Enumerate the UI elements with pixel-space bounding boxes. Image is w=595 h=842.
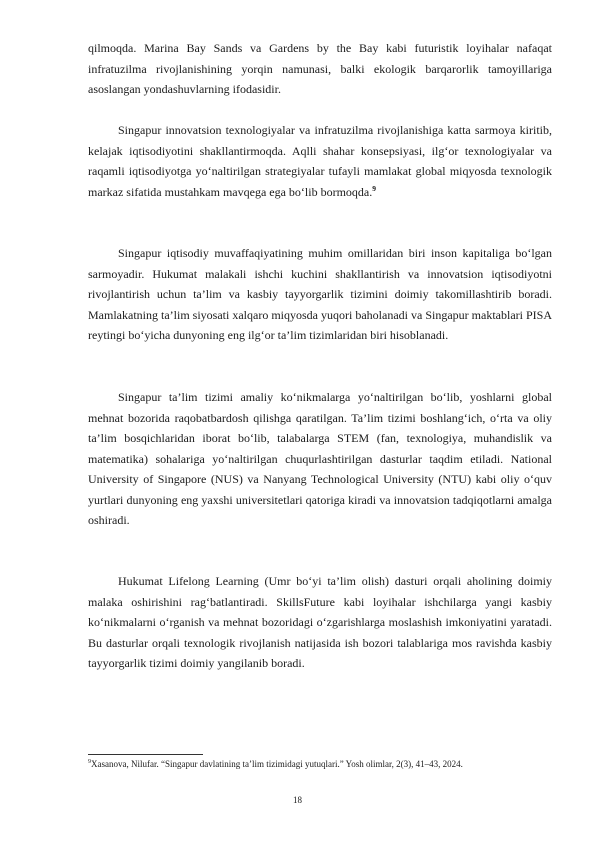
paragraph-2: Singapur innovatsion texnologiyalar va infratuzilma rivojlanishiga katta sarmoya kiritib, kelajak iqtisodiyotini shakllantirmoqda. Aqlli shahar konsepsiyasi, ilg‘or texnologiyalar va raqamli iqtisodiyotga yo‘naltirilgan strategiyalar tufayli mamlakat global miqyosda texnologik markaz sifatida mustahkam mavqega ega bo‘lib bormoqda.$^9$ bbox=[88, 123, 552, 199]
footnote-number: 9 bbox=[88, 759, 91, 765]
page-number: 18 bbox=[293, 795, 302, 805]
paragraph-4: Singapur ta’lim tizimi amaliy ko‘nikmalarga yo‘naltirilgan bo‘lib, yoshlarni global mehnat bozorida raqobatbardosh qilishga qaratilgan. Ta’lim tizimi boshlang‘ich, o‘rta va oliy ta’lim bosqichlaridan iborat bo‘lib, talabalarga STEM (fan, texnologiya, muhandislik va matematika) sohalariga yo‘naltirilgan chuqurlashtirilgan dasturlar taqdim etiladi. National University of Singapore (NUS) va Nanyang Technological University (NTU) kabi oliy o‘quv yurtlari dunyoning eng yaxshi universitetlari qatoriga kiradi va innovatsion tadqiqotlarni amalga oshiradi. bbox=[88, 390, 552, 527]
paragraph-3: Singapur iqtisodiy muvaffaqiyatining muhim omillaridan biri inson kapitaliga bo‘lgan sarmoyadir. Hukumat malakali ishchi kuchini shakllantirish va innovatsion iqtisodiyotni rivojlantirish uchun ta’lim va kasbiy tayyorgarlik tizimini doimiy takomillashtirib boradi. Mamlakatning ta’lim siyosati xalqaro miqyosda yuqori baholanadi va Singapur maktablari PISA reytingi bo‘yicha dunyoning eng ilg‘or ta’lim tizimlaridan biri hisoblanadi. bbox=[88, 246, 552, 342]
footnote bbox=[88, 757, 552, 772]
footnote-divider bbox=[88, 754, 203, 755]
footnote-reference[interactable]: 9 bbox=[372, 183, 376, 193]
footnote-text: Xasanova, Nilufar. “Singapur davlatining ta’lim tizimidagi yutuqlari.” Yosh olimlar, 2(3), 41–43, 2024. bbox=[91, 759, 463, 769]
paragraph-1: qilmoqda. Marina Bay Sands va Gardens by the Bay kabi futuristik loyihalar nafaqat infratuzilma rivojlanishining yorqin namunasi, balki ekologik barqarorlik tamoyillariga asoslangan yondashuvlarning ifodasidir. bbox=[88, 41, 552, 96]
paragraph-5: Hukumat Lifelong Learning (Umr bo‘yi ta’lim olish) dasturi orqali aholining doimiy malaka oshirishini rag‘batlantiradi. SkillsFuture kabi loyihalar ishchilarga yangi kasbiy ko‘nikmalarni o‘rganish va mehnat bozoridagi o‘zgarishlarga moslashish imkoniyatini yaratadi. Bu dasturlar orqali texnologik rivojlanish natijasida ish bozori talablariga mos ravishda kasbiy tayyorgarlik tizimi doimiy yangilanib boradi. bbox=[88, 574, 552, 670]
